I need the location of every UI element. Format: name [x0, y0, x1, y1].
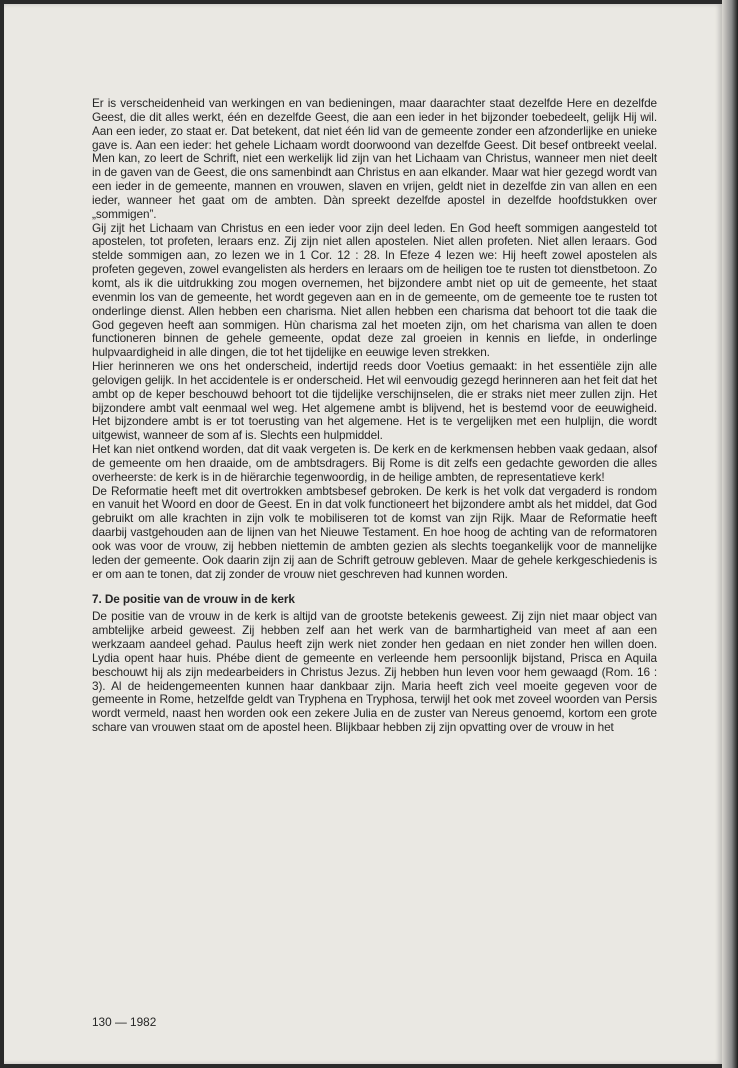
section-heading: 7. De positie van de vrouw in de kerk — [92, 591, 295, 606]
paragraph-4: Het kan niet ontkend worden, dat dit vaak vergeten is. De kerk en de kerkmensen hebben vaak gedaan, alsof de gemeente om hen draaide, om de ambtsdragers. Bij Rome is dit zelfs een gedachte geworden die alles overheerste: de kerk is in de hiërarchie tegenwoordig, in de heilige ambten, de representatieve kerk! — [92, 442, 657, 484]
page-edge-shadow — [722, 0, 738, 1068]
page-footer: 130 — 1982 — [92, 1015, 157, 1029]
document-page — [4, 4, 722, 1064]
paragraph-1: Er is verscheidenheid van werkingen en van bedieningen, maar daarachter staat dezelfde Here en dezelfde Geest, die dit alles werkt, één en dezelfde Geest, die aan een ieder in het bijzonder toebedeelt, gelijk Hij wil. Aan een ieder, zo staat er. Dat betekent, dat niet één lid van de gemeente zonder een afzonderlijke en unieke gave is. Aan een ieder: het gehele Lichaam wordt doorwoond van dezelfde Geest. Dit besef ontbreekt veelal. Men kan, zo leert de Schrift, niet een werkelijk lid zijn van het Lichaam van Christus, wanneer men niet deelt in de gaven van de Geest, die ons samenbindt aan Christus en aan elkander. Maar wat hier gezegd wordt van een ieder in de gemeente, mannen en vrouwen, slaven en vrijen, geldt niet in dezelfde zin van allen en een ieder, wanneer het gaat om de ambten. Dàn spreekt dezelfde apostel in dezelfde hoofdstukken over „sommigen”. — [92, 96, 657, 221]
paragraph-3: Hier herinneren we ons het onderscheid, indertijd reeds door Voetius gemaakt: in het essentiële zijn alle gelovigen gelijk. In het accidentele is er onderscheid. Het wil eenvoudig gezegd herinneren aan het feit dat het ambt op de keper beschouwd behoort tot die tijdelijke verschijnselen, die er straks niet meer zullen zijn. Het bijzondere ambt valt eenmaal wel weg. Het algemene ambt is blijvend, het is bestemd voor de eeuwigheid. Het bijzondere ambt is er tot toerusting van het algemene. Het is te vergelijken met een hulplijn, die wordt uitgewist, wanneer de som af is. Slechts een hulpmiddel. — [92, 359, 657, 443]
body-text — [92, 97, 657, 735]
section-paragraph: De positie van de vrouw in de kerk is altijd van de grootste betekenis geweest. Zij zijn niet maar object van ambtelijke arbeid geweest. Zij hebben zelf aan het werk van de barmhartigheid van meet af aan een werkzaam aandeel gehad. Paulus heeft zijn werk niet zonder hen gedaan en niet zonder hen willen doen. Lydia opent haar huis. Phébe dient de gemeente en verleende hem persoonlijk bijstand, Prisca en Aquila beschouwt hij als zijn medearbeiders in Christus Jezus. Zij hebben hun leven voor hem gewaagd (Rom. 16 : 3). Al de heidengemeenten kunnen haar dankbaar zijn. Maria heeft zich veel moeite gegeven voor de gemeente in Rome, hetzelfde geldt van Tryphena en Tryphosa, terwijl het ook met zoveel woorden van Persis wordt vermeld, naast hen worden ook een zekere Julia en de zuster van Nereus genoemd, kortom een grote schare van vrouwen staat om de apostel heen. Blijkbaar hebben zij zijn opvatting over de vrouw in het — [92, 609, 657, 735]
paragraph-5: De Reformatie heeft met dit overtrokken ambtsbesef gebroken. De kerk is het volk dat vergaderd is rondom en vanuit het Woord en door de Geest. En in dat volk functioneert het bijzondere ambt als het middel, dat God gebruikt om alle krachten in zijn volk te mobiliseren tot de komst van zijn Rijk. Maar de Reformatie heeft daarbij vastgehouden aan de lijnen van het Nieuwe Testament. En hoe hoog de achting van de reformatoren ook was voor de vrouw, zij hebben niettemin de ambten gezien als slechts toegankelijk voor de mannelijke leden der gemeente. Ook daarin zijn zij aan de Schrift getrouw gebleven. Maar de gehele kerkgeschiedenis is er om aan te tonen, dat zij zonder de vrouw niet geschreven had kunnen worden. — [92, 483, 657, 581]
paragraph-2: Gij zijt het Lichaam van Christus en een ieder voor zijn deel leden. En God heeft sommigen aangesteld tot apostelen, tot profeten, leraars enz. Zij zijn niet allen apostelen. Niet allen profeten. Niet allen leraars. God stelde sommigen aan, zo lezen we in 1 Cor. 12 : 28. In Efeze 4 lezen we: Hij heeft zowel apostelen als profeten gegeven, zowel evangelisten als herders en leraars om de heiligen toe te rusten tot dienstbetoon. Zo komt, als ik die uitdrukking zou mogen overnemen, het bijzondere ambt niet op uit de gemeente, het staat evenmin los van de gemeente, het wordt gegeven aan en in de gemeente, om de gemeente toe te rusten tot onderlinge dienst. Allen hebben een charisma. Niet allen hebben een charisma dat behoort tot die taak die God gegeven heeft aan sommigen. Hùn charisma zal het moeten zijn, om het charisma van allen te doen functioneren binnen de gehele gemeente, opdat deze zal groeien in kennis en liefde, in onderlinge hulpvaardigheid in alle dingen, die tot het tijdelijke en eeuwige leven strekken. — [92, 220, 657, 360]
